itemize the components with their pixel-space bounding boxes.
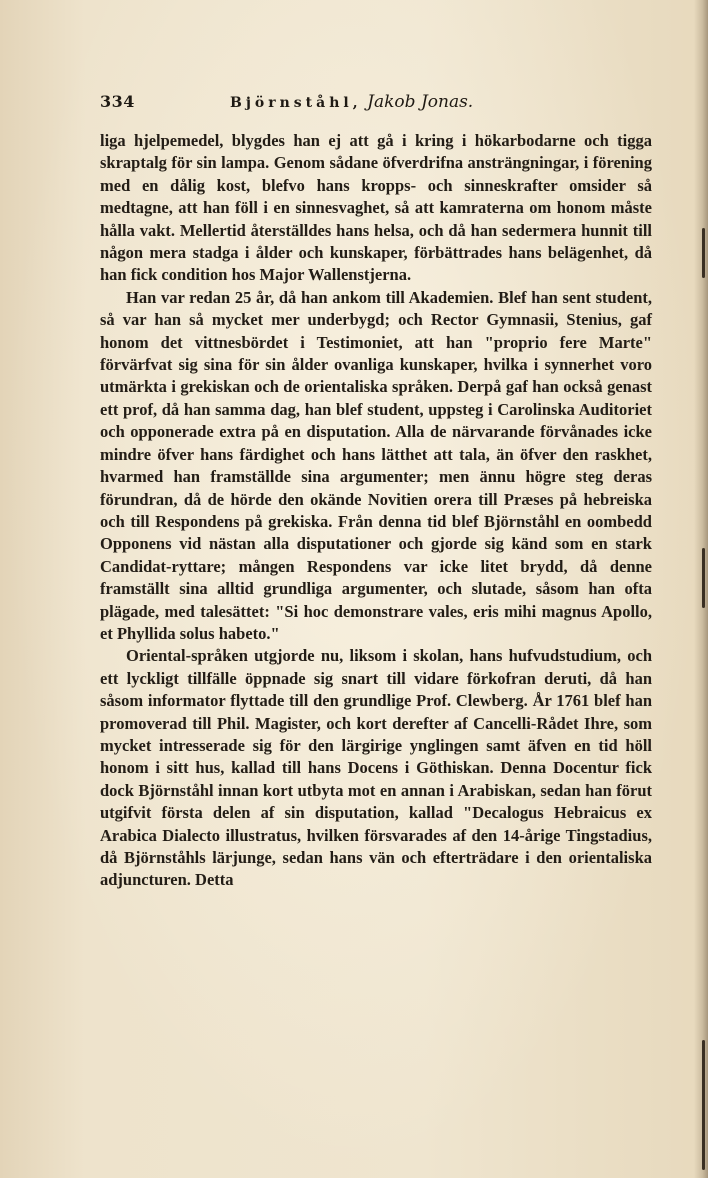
page-number: 334 <box>100 92 135 111</box>
page-edge-shadow <box>694 0 708 1178</box>
page-edge-mark <box>702 1040 705 1170</box>
body-text <box>100 130 652 892</box>
paragraph: liga hjelpemedel, blygdes han ej att gå i kring i hökarbodarne och tigga skraptalg för sin lampa. Genom sådane öfverdrifna ansträngningar, i förening med en dålig kost, blefvo hans kropps- och sinneskrafter omsider så medtagne, att han föll i en sinnesvaghet, så att kamraterna om honom måste hålla vakt. Mellertid återställdes hans helsa, och då han sedermera hunnit till någon mera stadga i ålder och kunskaper, förbättrades hans belägenhet, då han fick condition hos Major Wallenstjerna. <box>100 131 652 285</box>
header-title <box>230 92 473 112</box>
page-edge-mark <box>702 548 705 608</box>
running-header <box>100 92 620 118</box>
page-edge-mark <box>702 228 705 278</box>
paragraph: Han var redan 25 år, då han ankom till Akademien. Blef han sent student, så var han så mycket mer underbygd; och Rector Gymnasii, Stenius, gaf honom det vittnesbördet i Testimoniet, att han "proprio fere Marte" förvärfvat sig sina för sin ålder ovanliga kunskaper, hvilka i synnerhet voro utmärkta i grekiskan och de orientaliska språken. Derpå gaf han också genast ett prof, då han samma dag, han blef student, uppsteg i Carolinska Auditoriet och opponerade extra på en disputation. Alla de närvarande förvånades icke mindre öfver hans färdighet och hans lätthet att tala, än öfver den raskhet, hvarmed han framställde sina argumenter; men ännu högre steg deras förundran, då de hörde den okände Novitien orera till Præses på hebreiska och till Respondens på grekiska. Från denna tid blef Björnståhl en oombedd Opponens vid nästan alla disputationer och gjorde sig känd som en stark Candidat-ryttare; mången Respondens var icke litet brydd, då denne framställt sina alltid grundliga argumenter, och slutade, såsom han ofta plägade, med talesättet: "Si hoc demonstrare vales, eris mihi magnus Apollo, et Phyllida solus habeto." <box>100 287 652 643</box>
header-author: Björnståhl, <box>230 95 362 111</box>
header-subject: Jakob Jonas. <box>367 92 474 112</box>
paragraph: Oriental-språken utgjorde nu, liksom i skolan, hans hufvudstudium, och ett lyckligt tillfälle öppnade sig snart till vidare förkofran deruti, då han såsom informator flyttade till den grundlige Prof. Clewberg. År 1761 blef han promoverad till Phil. Magister, och kort derefter af Cancelli-Rådet Ihre, som mycket intresserade sig för den lärgirige ynglingen samt äfven en tid höll honom i sitt hus, kallad till hans Docens i Göthiskan. Denna Docentur fick dock Björnståhl innan kort utbyta mot en annan i Arabiskan, sedan han förut utgifvit första delen af sin disputation, kallad "Decalogus Hebraicus ex Arabica Dialecto illustratus, hvilken försvarades af den 14-årige Tingstadius, då Björnståhls lärjunge, sedan hans vän och efterträdare i den orientaliska adjuncturen. Detta <box>100 646 652 890</box>
